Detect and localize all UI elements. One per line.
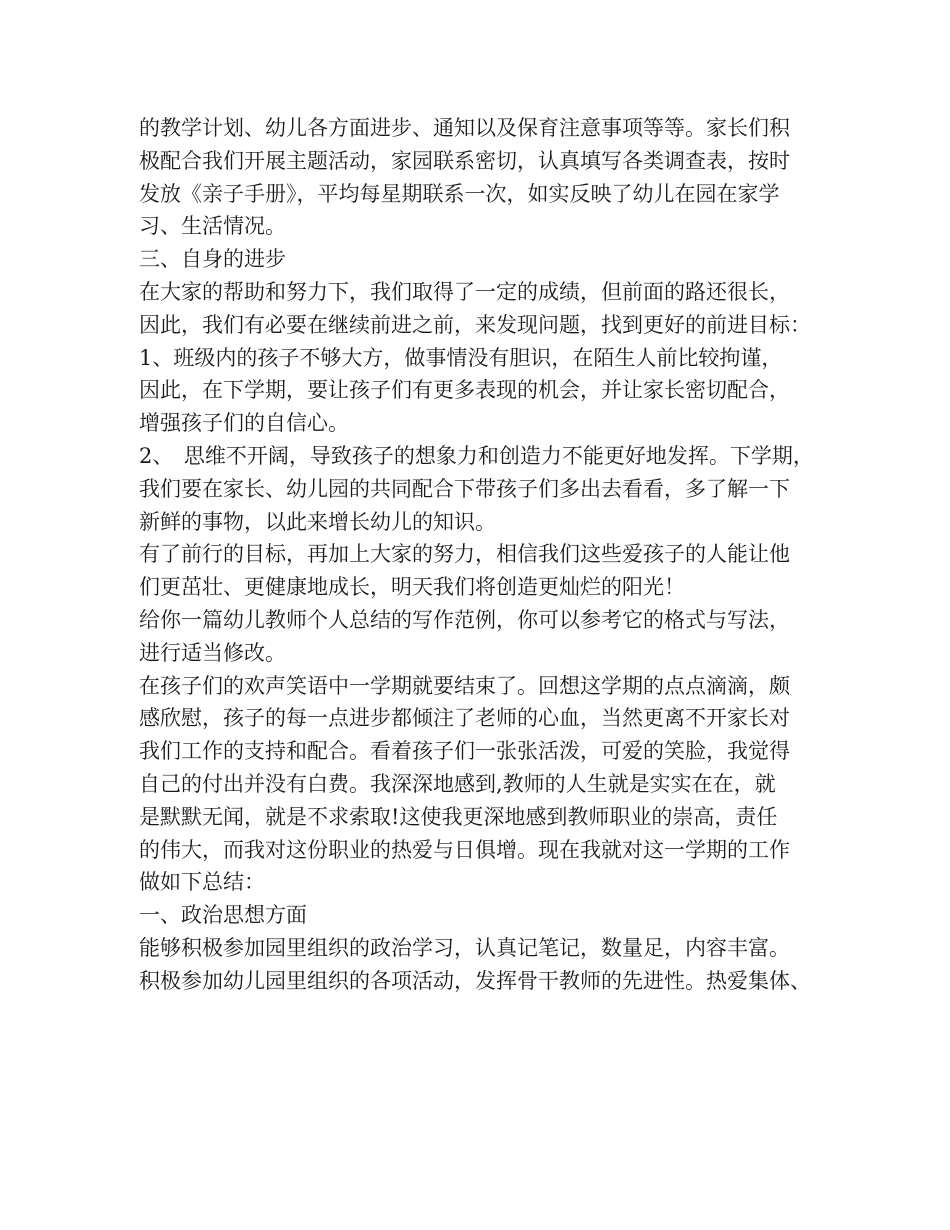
text-line: 我们要在家长、幼儿园的共同配合下带孩子们多出去看看，多了解一下 (139, 476, 790, 501)
section-heading: 三、自身的进步 (139, 247, 286, 272)
text-line: 的伟大，而我对这份职业的热爱与日俱增。现在我就对这一学期的工作 (139, 837, 790, 862)
text-line: 因此，在下学期，要让孩子们有更多表现的机会，并让家长密切配合， (139, 378, 790, 403)
text-line: 是默默无闻，就是不求索取!这使我更深地感到教师职业的崇高，责任 (139, 804, 778, 829)
document-body (139, 112, 839, 998)
text-line: 因此，我们有必要在继续前进之前，来发现问题，找到更好的前进目标： (139, 312, 811, 337)
text-line: 给你一篇幼儿教师个人总结的写作范例，你可以参考它的格式与写法， (139, 607, 790, 632)
text-line: 新鲜的事物，以此来增长幼儿的知识。 (139, 509, 496, 534)
text-line: 极配合我们开展主题活动，家园联系密切，认真填写各类调查表，按时 (139, 148, 790, 173)
text-line: 有了前行的目标，再加上大家的努力，相信我们这些爱孩子的人能让他 (139, 542, 790, 567)
text-line: 积极参加幼儿园里组织的各项活动，发挥骨干教师的先进性。热爱集体、 (139, 968, 811, 993)
text-line: 们更茁壮、更健康地成长，明天我们将创造更灿烂的阳光！ (139, 575, 685, 600)
text-line: 进行适当修改。 (139, 640, 286, 665)
text-line: 在孩子们的欢声笑语中一学期就要结束了。回想这学期的点点滴滴，颇 (139, 673, 790, 698)
text-line: 增强孩子们的自信心。 (139, 411, 349, 436)
section-heading: 一、政治思想方面 (139, 903, 307, 928)
text-line: 1、班级内的孩子不够大方，做事情没有胆识，在陌生人前比较拘谨， (139, 345, 783, 370)
text-line: 自己的付出并没有白费。我深深地感到,教师的人生就是实实在在，就 (139, 771, 776, 796)
text-line: 做如下总结： (139, 870, 265, 895)
text-line: 我们工作的支持和配合。看着孩子们一张张活泼，可爱的笑脸，我觉得 (139, 739, 790, 764)
text-line: 感欣慰，孩子的每一点进步都倾注了老师的心血，当然更离不开家长对 (139, 706, 790, 731)
text-line: 2、 思维不开阔，导致孩子的想象力和创造力不能更好地发挥。下学期， (139, 443, 814, 468)
text-line: 的教学计划、幼儿各方面进步、通知以及保育注意事项等等。家长们积 (139, 116, 790, 140)
text-line: 习、生活情况。 (139, 214, 286, 239)
text-line: 能够积极参加园里组织的政治学习，认真记笔记，数量足，内容丰富。 (139, 935, 790, 960)
text-line: 发放《亲子手册》，平均每星期联系一次，如实反映了幼儿在园在家学 (139, 181, 780, 206)
text-line: 在大家的帮助和努力下，我们取得了一定的成绩，但前面的路还很长， (139, 279, 790, 304)
